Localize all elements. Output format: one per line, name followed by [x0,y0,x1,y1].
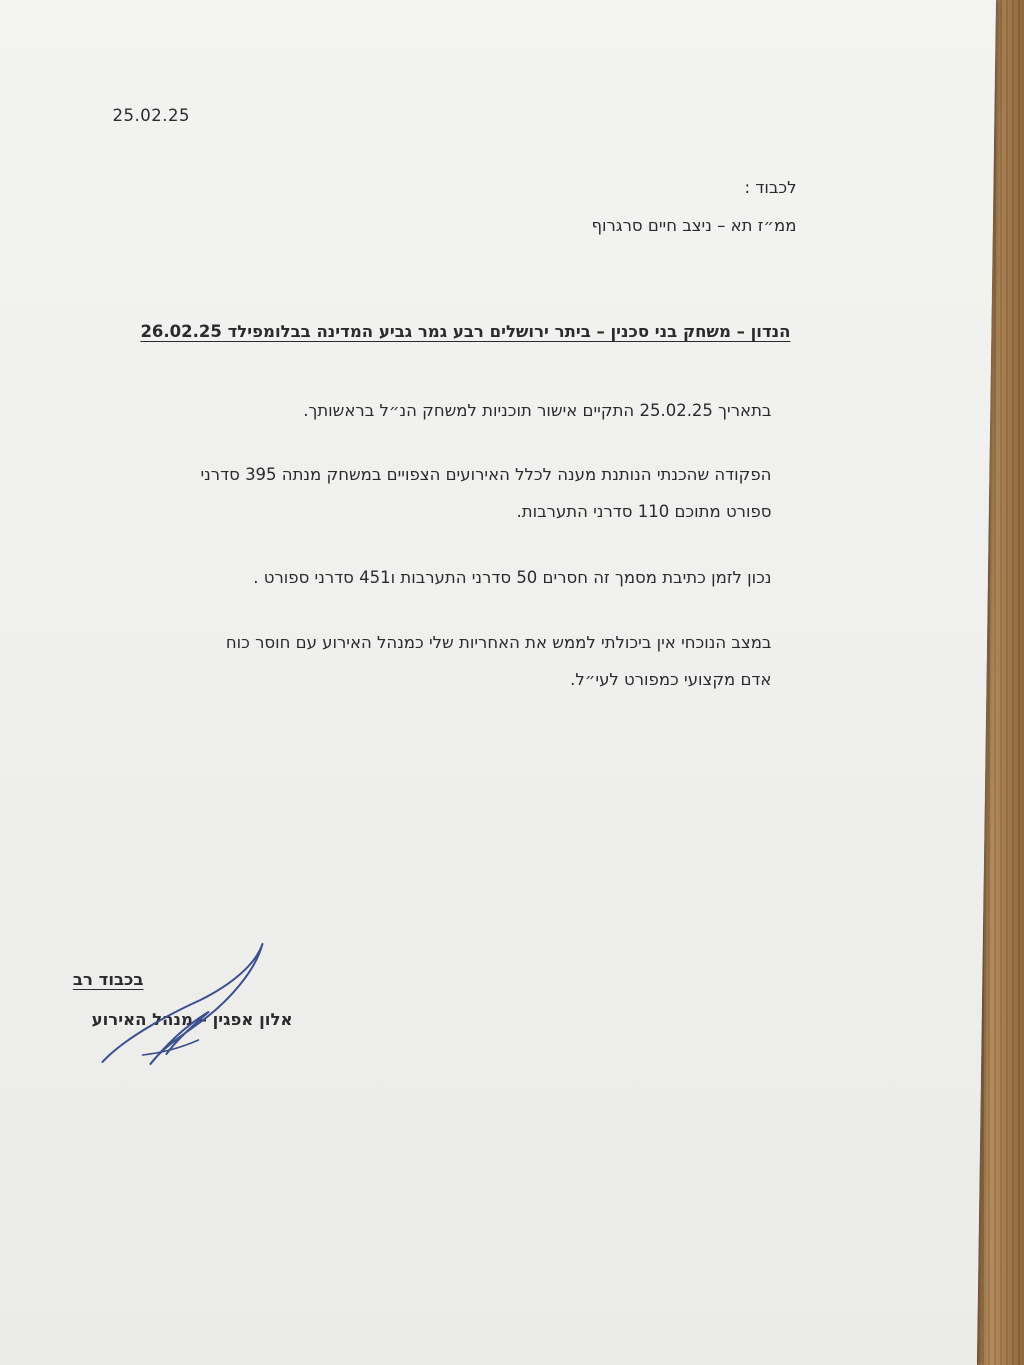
letter-date: 25.02.25 [112,106,190,125]
paragraph-line: אדם מקצועי כמפורט לעי״ל. [570,670,772,689]
paragraph-1 [303,392,771,429]
paragraph-4 [226,624,772,698]
paragraph-3 [253,559,771,596]
paragraph-2 [200,456,771,530]
recipient-name: ממ״ז תא – ניצב חיים סרגרוף [591,216,797,235]
handwritten-signature [90,930,280,1080]
paragraph-line: בתאריך 25.02.25 התקיים אישור תוכניות למשחק הנ״ל בראשותך. [303,401,772,420]
paragraph-line: במצב הנוכחי אין ביכולתי לממש את האחריות שלי כמנהל האירוע עם חוסר כוח [225,633,772,652]
signer-name: אלון אפגין – מנהל האירוע [91,1010,293,1029]
paragraph-line: ספורט מתוכם 110 סדרני התערבות. [516,502,772,521]
paragraph-line: נכון לזמן כתיבת מסמך זה חסרים 50 סדרני התערבות ו451 סדרני ספורט . [253,568,772,587]
closing-line: בכבוד רב [72,970,144,989]
letter-subject: הנדון – משחק בני סכנין – ביתר ירושלים רבע גמר גביע המדינה בבלומפילד 26.02.25 [140,322,791,341]
paragraph-line: הפקודה שהכנתי הנותנת מענה לכלל האירועים הצפויים במשחק מנתה 395 סדרני [200,465,772,484]
recipient-label: לכבוד : [744,178,797,197]
